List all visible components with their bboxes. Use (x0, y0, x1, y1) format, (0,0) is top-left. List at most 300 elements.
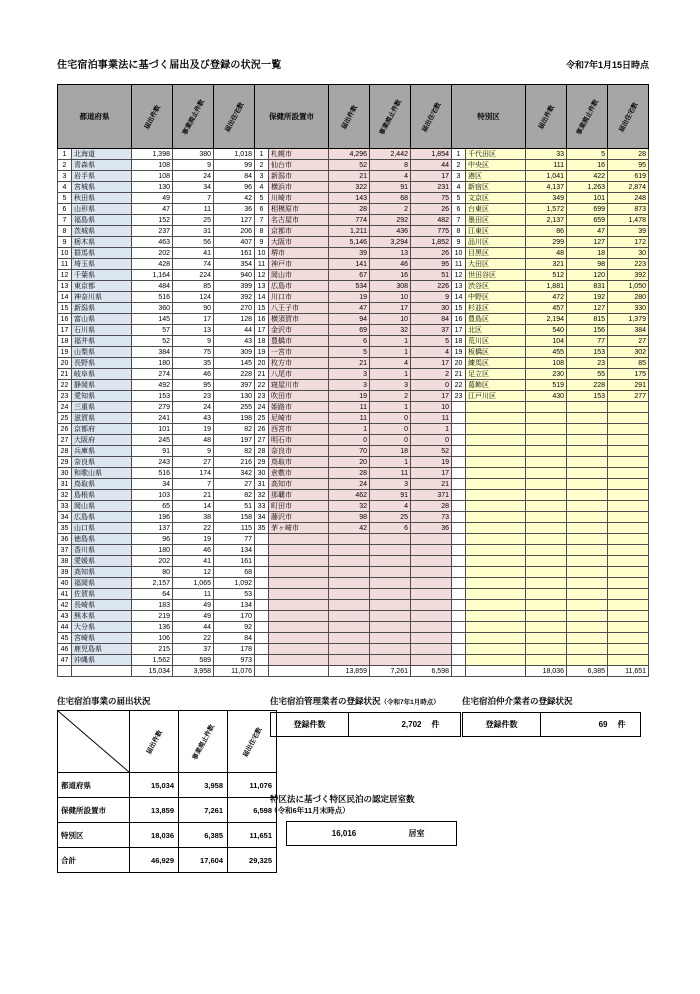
table-row (58, 457, 649, 468)
wards-val-cell (608, 501, 649, 512)
wards-name-cell: 目黒区 (466, 248, 526, 259)
wards-val-cell: 95 (608, 160, 649, 171)
cities-val-cell: 17 (411, 171, 452, 182)
prefectures-val-cell: 463 (132, 237, 173, 248)
prefectures-val-cell: 245 (132, 435, 173, 446)
prefectures-num-cell: 7 (58, 215, 72, 226)
wards-val-cell: 120 (567, 270, 608, 281)
table-row (58, 237, 649, 248)
prefectures-val-cell: 7 (173, 479, 214, 490)
prefectures-val-cell: 7 (173, 193, 214, 204)
prefectures-val-cell: 47 (132, 204, 173, 215)
wards-val-cell: 223 (608, 259, 649, 270)
management-registration-block (270, 695, 461, 737)
prefectures-total-cell: 3,958 (173, 666, 214, 677)
cities-val-cell: 20 (329, 457, 370, 468)
prefectures-name-cell: 青森県 (72, 160, 132, 171)
table-row (58, 490, 649, 501)
cities-val-cell: 1 (370, 336, 411, 347)
cities-total-cell: 13,859 (329, 666, 370, 677)
prefectures-total-cell (72, 666, 132, 677)
prefectures-val-cell: 43 (173, 413, 214, 424)
cities-val-cell: 51 (411, 270, 452, 281)
wards-name-cell (466, 490, 526, 501)
cities-num-cell: 22 (255, 380, 269, 391)
prefectures-val-cell: 24 (173, 402, 214, 413)
wards-total-cell: 6,385 (567, 666, 608, 677)
prefectures-val-cell: 516 (132, 468, 173, 479)
table-row (58, 468, 649, 479)
prefectures-val-cell: 127 (214, 215, 255, 226)
wards-num-cell: 7 (452, 215, 466, 226)
prefectures-val-cell: 237 (132, 226, 173, 237)
prefectures-name-cell: 岡山県 (72, 501, 132, 512)
cities-name-cell: 金沢市 (269, 325, 329, 336)
summary-row-label: 保健所設置市 (58, 798, 130, 823)
wards-val-cell: 18 (567, 248, 608, 259)
summary-value-cell: 6,598 (228, 798, 277, 823)
cities-val-cell (329, 600, 370, 611)
wards-val-cell: 48 (526, 248, 567, 259)
summary-value-cell: 18,036 (130, 823, 179, 848)
wards-val-cell: 321 (526, 259, 567, 270)
cities-val-cell: 26 (411, 248, 452, 259)
wards-name-cell (466, 534, 526, 545)
table-row (58, 435, 649, 446)
wards-val-cell (608, 435, 649, 446)
cities-num-cell: 20 (255, 358, 269, 369)
wards-num-cell (452, 611, 466, 622)
wards-num-cell (452, 600, 466, 611)
cities-val-cell: 1 (411, 424, 452, 435)
ward-col-houses-header (608, 85, 649, 149)
prefectures-num-cell: 6 (58, 204, 72, 215)
cities-val-cell: 13 (370, 248, 411, 259)
wards-val-cell: 230 (526, 369, 567, 380)
wards-val-cell (567, 446, 608, 457)
prefectures-name-cell: 鳥取県 (72, 479, 132, 490)
prefectures-val-cell: 96 (214, 182, 255, 193)
wards-val-cell (567, 457, 608, 468)
wards-val-cell (526, 523, 567, 534)
prefectures-num-cell: 25 (58, 413, 72, 424)
prefectures-num-cell: 29 (58, 457, 72, 468)
wards-val-cell (567, 534, 608, 545)
prefectures-val-cell: 270 (214, 303, 255, 314)
wards-num-cell (452, 534, 466, 545)
cities-val-cell: 32 (370, 325, 411, 336)
cities-val-cell (370, 545, 411, 556)
wards-val-cell (608, 512, 649, 523)
summary-table-title: 住宅宿泊事業の届出状況 (57, 696, 151, 706)
cities-val-cell: 3 (370, 479, 411, 490)
wards-val-cell (608, 633, 649, 644)
prefectures-val-cell: 12 (173, 567, 214, 578)
prefectures-val-cell: 42 (214, 193, 255, 204)
wards-val-cell: 98 (567, 259, 608, 270)
cities-val-cell: 24 (329, 479, 370, 490)
cities-val-cell: 84 (411, 314, 452, 325)
cities-val-cell (411, 589, 452, 600)
wards-num-cell: 9 (452, 237, 466, 248)
cities-val-cell: 17 (411, 468, 452, 479)
wards-val-cell (567, 611, 608, 622)
prefectures-val-cell: 342 (214, 468, 255, 479)
wards-name-cell: 板橋区 (466, 347, 526, 358)
prefectures-val-cell: 178 (214, 644, 255, 655)
prefectures-val-cell: 52 (132, 336, 173, 347)
cities-val-cell: 21 (329, 358, 370, 369)
wards-name-cell (466, 424, 526, 435)
cities-name-cell (269, 578, 329, 589)
cities-val-cell: 10 (370, 314, 411, 325)
wards-name-cell: 江東区 (466, 226, 526, 237)
cities-val-cell (411, 622, 452, 633)
cities-val-cell: 37 (411, 325, 452, 336)
wards-name-cell (466, 512, 526, 523)
cities-val-cell: 91 (370, 182, 411, 193)
cities-num-cell: 19 (255, 347, 269, 358)
cities-num-cell (255, 644, 269, 655)
cities-val-cell: 1 (370, 457, 411, 468)
prefectures-name-cell: 岐阜県 (72, 369, 132, 380)
prefectures-num-cell: 33 (58, 501, 72, 512)
prefectures-val-cell: 43 (214, 336, 255, 347)
cities-val-cell: 0 (411, 435, 452, 446)
cities-val-cell: 75 (411, 193, 452, 204)
prefectures-val-cell: 216 (214, 457, 255, 468)
cities-val-cell (411, 578, 452, 589)
prefectures-num-cell: 39 (58, 567, 72, 578)
wards-num-cell: 2 (452, 160, 466, 171)
wards-val-cell: 23 (567, 358, 608, 369)
cities-val-cell: 0 (370, 413, 411, 424)
prefectures-val-cell: 44 (214, 325, 255, 336)
prefectures-val-cell: 82 (214, 424, 255, 435)
prefectures-val-cell: 1,164 (132, 270, 173, 281)
summary-value-cell: 7,261 (179, 798, 228, 823)
agency-registration-row (463, 713, 641, 737)
pref-col-notifications-header (132, 85, 173, 149)
management-registration-unit: 件 (431, 720, 440, 729)
city-col-notifications-header (329, 85, 370, 149)
cities-name-cell: 八王子市 (269, 303, 329, 314)
cities-val-cell: 231 (411, 182, 452, 193)
cities-val-cell: 2 (370, 204, 411, 215)
cities-name-cell: 姫路市 (269, 402, 329, 413)
prefectures-val-cell: 224 (173, 270, 214, 281)
cities-total-cell: 6,598 (411, 666, 452, 677)
prefectures-val-cell: 25 (173, 215, 214, 226)
cities-name-cell: 明石市 (269, 435, 329, 446)
rotated-header-label: 事業廃止件数 (575, 98, 601, 136)
wards-val-cell (526, 457, 567, 468)
prefectures-val-cell: 57 (132, 325, 173, 336)
cities-val-cell: 52 (411, 446, 452, 457)
prefectures-name-cell: 静岡県 (72, 380, 132, 391)
cities-val-cell: 19 (329, 391, 370, 402)
tokku-title-note: （令和6年11月末時点） (270, 806, 350, 815)
wards-val-cell (567, 600, 608, 611)
wards-val-cell: 33 (526, 149, 567, 160)
wards-val-cell: 1,881 (526, 281, 567, 292)
prefectures-val-cell: 1,398 (132, 149, 173, 160)
wards-total-cell: 18,036 (526, 666, 567, 677)
prefectures-val-cell: 2,157 (132, 578, 173, 589)
prefectures-val-cell: 34 (173, 182, 214, 193)
prefectures-val-cell: 115 (214, 523, 255, 534)
diagonal-cell (58, 711, 130, 773)
cities-val-cell: 17 (411, 391, 452, 402)
cities-val-cell: 10 (370, 292, 411, 303)
cities-val-cell: 2,442 (370, 149, 411, 160)
cities-val-cell (370, 589, 411, 600)
wards-val-cell: 699 (567, 204, 608, 215)
city-col-houses-header (411, 85, 452, 149)
prefectures-val-cell: 48 (173, 435, 214, 446)
cities-val-cell: 3 (329, 369, 370, 380)
cities-val-cell: 1,852 (411, 237, 452, 248)
cities-num-cell: 32 (255, 490, 269, 501)
cities-num-cell: 11 (255, 259, 269, 270)
wards-num-cell: 1 (452, 149, 466, 160)
wards-name-cell: 世田谷区 (466, 270, 526, 281)
prefectures-name-cell: 長崎県 (72, 600, 132, 611)
wards-num-cell: 3 (452, 171, 466, 182)
prefectures-num-cell: 27 (58, 435, 72, 446)
prefectures-val-cell: 309 (214, 347, 255, 358)
notification-summary-block (57, 695, 277, 873)
wards-total-cell (452, 666, 466, 677)
wards-num-cell (452, 545, 466, 556)
prefectures-val-cell: 35 (173, 358, 214, 369)
wards-val-cell (526, 578, 567, 589)
cities-num-cell: 8 (255, 226, 269, 237)
table-row (58, 567, 649, 578)
wards-val-cell (608, 413, 649, 424)
wards-val-cell (526, 589, 567, 600)
wards-val-cell: 540 (526, 325, 567, 336)
wards-val-cell (526, 556, 567, 567)
prefectures-val-cell: 49 (173, 611, 214, 622)
cities-val-cell: 5 (329, 347, 370, 358)
prefectures-val-cell: 49 (132, 193, 173, 204)
prefectures-name-cell: 大分県 (72, 622, 132, 633)
cities-name-cell: 一宮市 (269, 347, 329, 358)
cities-num-cell: 9 (255, 237, 269, 248)
prefectures-num-cell: 26 (58, 424, 72, 435)
cities-val-cell: 6 (370, 523, 411, 534)
cities-val-cell (329, 556, 370, 567)
wards-num-cell (452, 468, 466, 479)
wards-val-cell (567, 468, 608, 479)
prefectures-val-cell: 255 (214, 402, 255, 413)
cities-val-cell (370, 567, 411, 578)
cities-num-cell: 33 (255, 501, 269, 512)
wards-name-cell (466, 644, 526, 655)
wards-val-cell: 2,194 (526, 314, 567, 325)
registration-count-label: 登録件数 (271, 713, 349, 737)
prefectures-total-cell (58, 666, 72, 677)
cities-name-cell (269, 534, 329, 545)
main-status-table (57, 84, 649, 677)
table-row (58, 160, 649, 171)
cities-num-cell (255, 545, 269, 556)
cities-val-cell (329, 534, 370, 545)
cities-val-cell (411, 633, 452, 644)
cities-val-cell: 11 (329, 413, 370, 424)
wards-val-cell (608, 490, 649, 501)
cities-val-cell: 94 (329, 314, 370, 325)
cities-val-cell: 1 (370, 369, 411, 380)
cities-val-cell (329, 611, 370, 622)
cities-val-cell: 1 (370, 347, 411, 358)
wards-val-cell (567, 523, 608, 534)
prefectures-val-cell: 24 (173, 171, 214, 182)
cities-val-cell: 0 (411, 380, 452, 391)
prefectures-val-cell: 95 (173, 380, 214, 391)
prefectures-name-cell: 滋賀県 (72, 413, 132, 424)
wards-val-cell (526, 468, 567, 479)
cities-name-cell: 寝屋川市 (269, 380, 329, 391)
wards-val-cell (608, 567, 649, 578)
wards-num-cell: 18 (452, 336, 466, 347)
wards-val-cell: 85 (608, 358, 649, 369)
cities-val-cell: 21 (411, 479, 452, 490)
prefectures-val-cell: 360 (132, 303, 173, 314)
prefectures-val-cell: 9 (173, 160, 214, 171)
wards-val-cell (567, 413, 608, 424)
cities-val-cell: 774 (329, 215, 370, 226)
title-row (57, 56, 649, 71)
prefectures-num-cell: 12 (58, 270, 72, 281)
prefectures-num-cell: 14 (58, 292, 72, 303)
prefectures-val-cell: 399 (214, 281, 255, 292)
wards-val-cell: 831 (567, 281, 608, 292)
wards-val-cell (608, 556, 649, 567)
cities-val-cell (370, 633, 411, 644)
wards-val-cell: 277 (608, 391, 649, 402)
cities-name-cell: 神戸市 (269, 259, 329, 270)
prefectures-val-cell: 44 (173, 622, 214, 633)
prefectures-val-cell: 34 (132, 479, 173, 490)
prefectures-num-cell: 23 (58, 391, 72, 402)
wards-num-cell (452, 457, 466, 468)
wards-val-cell: 127 (567, 303, 608, 314)
cities-num-cell: 12 (255, 270, 269, 281)
prefectures-num-cell: 20 (58, 358, 72, 369)
cities-val-cell: 11 (370, 468, 411, 479)
cities-val-cell (329, 655, 370, 666)
cities-val-cell: 30 (411, 303, 452, 314)
cities-val-cell: 47 (329, 303, 370, 314)
rotated-header-label: 事業廃止件数 (378, 98, 404, 136)
prefectures-val-cell: 56 (173, 237, 214, 248)
wards-val-cell: 4,137 (526, 182, 567, 193)
wards-num-cell: 4 (452, 182, 466, 193)
prefectures-name-cell: 佐賀県 (72, 589, 132, 600)
prefectures-name-cell: 山口県 (72, 523, 132, 534)
wards-name-cell (466, 402, 526, 413)
rotated-header-label: 届出件数 (145, 728, 165, 756)
cities-name-cell: 堺市 (269, 248, 329, 259)
cities-val-cell: 292 (370, 215, 411, 226)
wards-val-cell (608, 424, 649, 435)
wards-name-cell (466, 556, 526, 567)
prefectures-name-cell: 高知県 (72, 567, 132, 578)
prefectures-name-cell: 大阪府 (72, 435, 132, 446)
prefectures-val-cell: 1,018 (214, 149, 255, 160)
cities-val-cell: 534 (329, 281, 370, 292)
wards-num-cell: 11 (452, 259, 466, 270)
prefectures-val-cell: 106 (132, 633, 173, 644)
cities-val-cell: 3 (329, 380, 370, 391)
prefectures-val-cell: 9 (173, 446, 214, 457)
prefectures-val-cell: 137 (132, 523, 173, 534)
table-row (58, 369, 649, 380)
prefectures-name-cell: 群馬県 (72, 248, 132, 259)
wards-val-cell: 1,041 (526, 171, 567, 182)
prefectures-val-cell: 198 (214, 413, 255, 424)
wards-val-cell (567, 567, 608, 578)
cities-num-cell (255, 611, 269, 622)
summary-row-label: 合計 (58, 848, 130, 873)
wards-val-cell (526, 501, 567, 512)
prefectures-num-cell: 47 (58, 655, 72, 666)
cities-val-cell: 6 (329, 336, 370, 347)
wards-num-cell: 15 (452, 303, 466, 314)
cities-val-cell: 26 (411, 204, 452, 215)
wards-val-cell (567, 435, 608, 446)
rotated-header-label: 届出件数 (537, 103, 557, 131)
main-table-header-row (58, 85, 649, 149)
table-row (58, 589, 649, 600)
table-row (58, 391, 649, 402)
prefectures-num-cell: 15 (58, 303, 72, 314)
prefectures-total-cell: 15,034 (132, 666, 173, 677)
cities-val-cell: 28 (329, 468, 370, 479)
prefectures-val-cell: 516 (132, 292, 173, 303)
wards-val-cell (526, 402, 567, 413)
wards-val-cell: 39 (608, 226, 649, 237)
tokku-unit: 居室 (408, 829, 425, 838)
table-row (58, 248, 649, 259)
table-row (58, 523, 649, 534)
wards-name-cell (466, 611, 526, 622)
prefectures-val-cell: 13 (173, 325, 214, 336)
wards-val-cell: 280 (608, 292, 649, 303)
cities-num-cell (255, 633, 269, 644)
prefectures-val-cell: 17 (173, 314, 214, 325)
table-row (58, 380, 649, 391)
prefectures-val-cell: 82 (214, 490, 255, 501)
prefectures-val-cell: 1,562 (132, 655, 173, 666)
wards-val-cell (567, 622, 608, 633)
cities-val-cell: 67 (329, 270, 370, 281)
prefectures-val-cell: 74 (173, 259, 214, 270)
wards-val-cell: 28 (608, 149, 649, 160)
prefectures-val-cell: 108 (132, 171, 173, 182)
cities-name-cell (269, 589, 329, 600)
cities-val-cell: 21 (329, 171, 370, 182)
wards-num-cell: 20 (452, 358, 466, 369)
wards-val-cell: 153 (567, 391, 608, 402)
wards-val-cell: 392 (608, 270, 649, 281)
prefectures-val-cell: 274 (132, 369, 173, 380)
prefectures-val-cell: 19 (173, 424, 214, 435)
wards-val-cell: 2,137 (526, 215, 567, 226)
prefectures-name-cell: 秋田県 (72, 193, 132, 204)
